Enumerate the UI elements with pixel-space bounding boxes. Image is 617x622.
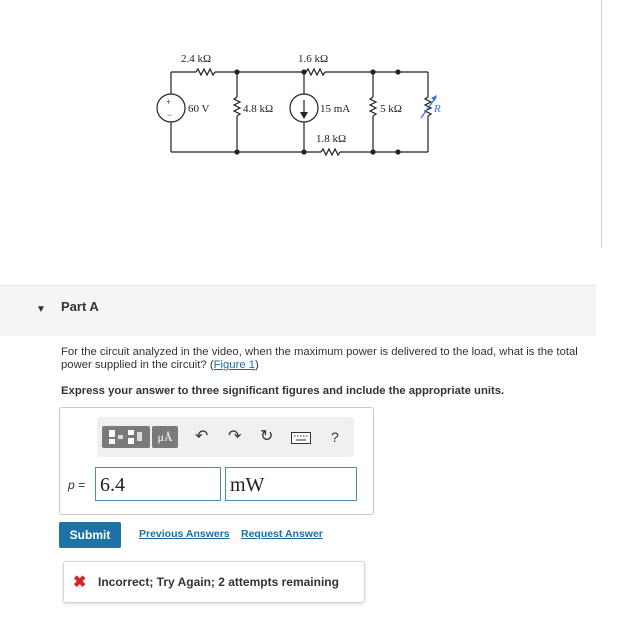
label-15ma: 15 mA — [320, 103, 351, 115]
part-title: Part A — [61, 299, 99, 314]
variable-label: p = — [68, 478, 86, 492]
value-input[interactable]: 6.4 — [95, 467, 221, 501]
label-1.8k: 1.8 kΩ — [316, 133, 347, 145]
unit-input[interactable]: mW — [225, 467, 357, 501]
request-answer-link[interactable]: Request Answer — [241, 528, 323, 540]
label-5k: 5 kΩ — [380, 103, 402, 115]
figure-link[interactable]: Figure 1 — [213, 359, 256, 371]
label-60v: 60 V — [188, 103, 210, 115]
undo-icon[interactable]: ↶ — [195, 428, 209, 445]
previous-answers-link[interactable]: Previous Answers — [139, 528, 230, 540]
label-2.4k: 2.4 kΩ — [181, 53, 212, 65]
collapse-caret-icon[interactable]: ▼ — [36, 304, 46, 315]
answer-instruction: Express your answer to three significant figures and include the appropriate units. — [61, 385, 505, 397]
circuit-figure — [150, 42, 440, 162]
error-x-icon: ✖ — [73, 574, 87, 591]
math-toolbar — [97, 417, 354, 457]
question-text — [61, 346, 601, 372]
label-plus: + — [166, 97, 172, 107]
reset-icon[interactable]: ↻ — [260, 428, 274, 445]
right-divider — [601, 0, 602, 248]
help-button[interactable]: ? — [331, 429, 339, 445]
label-load-r: R — [434, 103, 441, 115]
label-1.6k: 1.6 kΩ — [298, 53, 329, 65]
submit-button[interactable]: Submit — [59, 522, 121, 548]
question-body: For the circuit analyzed in the video, when the maximum power is delivered to the load, what is the total power supplied in the circuit? ( — [61, 346, 578, 371]
templates-button[interactable] — [102, 426, 150, 448]
feedback-message: Incorrect; Try Again; 2 attempts remaining — [98, 575, 339, 589]
label-minus: − — [167, 110, 173, 120]
units-button[interactable]: μÅ — [152, 426, 178, 448]
question-close: ) — [255, 359, 259, 371]
label-4.8k: 4.8 kΩ — [243, 103, 274, 115]
keyboard-icon[interactable] — [291, 430, 311, 450]
templates-icon — [102, 426, 150, 448]
redo-icon[interactable]: ↷ — [228, 428, 242, 445]
